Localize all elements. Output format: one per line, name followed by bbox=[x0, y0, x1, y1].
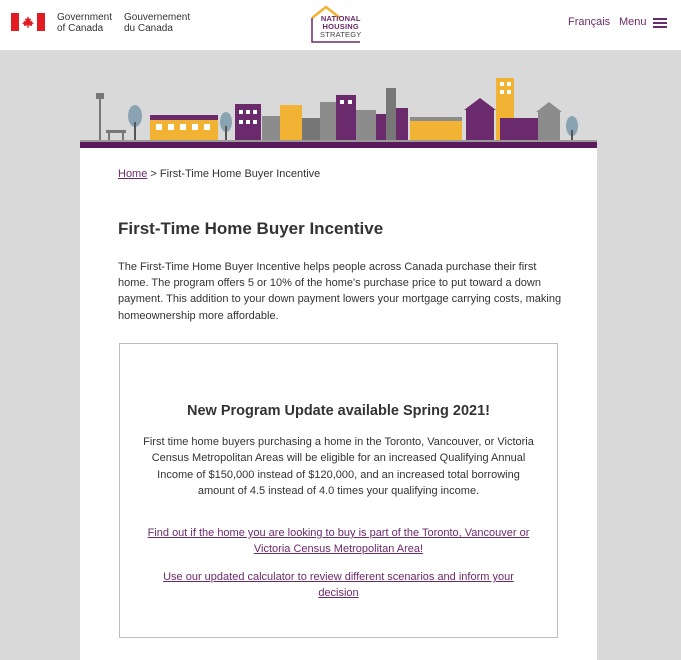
intro-paragraph: The First-Time Home Buyer Incentive helps people across Canada purchase their first home. The program offers 5 or 10% of the home's purchase price to put toward a down payment. This addition to your down payment lowers your mortgage carrying costs, making homeownership more affordable. bbox=[118, 261, 562, 322]
canada-flag-icon bbox=[11, 13, 45, 31]
national-housing-strategy-logo[interactable] bbox=[306, 4, 376, 46]
gov-canada-en-wordmark bbox=[57, 12, 112, 34]
content-panel bbox=[80, 60, 597, 660]
city-skyline-illustration bbox=[80, 60, 597, 148]
update-body: First time home buyers purchasing a home in the Toronto, Vancouver, or Victoria Census Metropolitan Areas will be eligible for an increased Qualifying Annual Income of $150,000 instead of $120,000, and an increased total borrowing amount of 4.5 instead of 4.0 times your qualifying income. bbox=[143, 436, 534, 497]
breadcrumb bbox=[118, 168, 320, 180]
language-toggle-link[interactable]: Français bbox=[568, 16, 611, 28]
menu-label: Menu bbox=[619, 16, 647, 28]
breadcrumb-current: First-Time Home Buyer Incentive bbox=[159, 168, 321, 180]
top-header bbox=[0, 0, 681, 50]
calculator-link[interactable]: Use our updated calculator to review different scenarios and inform your decision bbox=[163, 571, 514, 600]
skyline-ground-band bbox=[80, 142, 597, 148]
gov-fr-line2: du Canada bbox=[124, 23, 173, 34]
hamburger-icon bbox=[653, 16, 667, 28]
program-update-box bbox=[119, 343, 558, 638]
census-area-link[interactable]: Find out if the home you are looking to buy is part of the Toronto, Vancouver or Victoria Census Metropolitan Area! bbox=[147, 527, 530, 556]
breadcrumb-home-link[interactable]: Home bbox=[118, 168, 148, 180]
gov-en-line1: Government bbox=[57, 12, 113, 23]
logo-line1: NATIONAL bbox=[320, 14, 361, 23]
update-title: New Program Update available Spring 2021! bbox=[187, 403, 490, 419]
page-title: First-Time Home Buyer Incentive bbox=[118, 219, 384, 238]
logo-line3: STRATEGY bbox=[320, 30, 362, 39]
logo-wordmark bbox=[320, 15, 361, 39]
breadcrumb-separator: > bbox=[150, 168, 157, 180]
menu-button[interactable] bbox=[619, 14, 667, 30]
gov-fr-line1: Gouvernement bbox=[124, 12, 191, 23]
gov-en-line2: of Canada bbox=[57, 23, 104, 34]
logo-line2: HOUSING bbox=[322, 22, 359, 31]
gov-canada-fr-wordmark bbox=[124, 12, 190, 34]
